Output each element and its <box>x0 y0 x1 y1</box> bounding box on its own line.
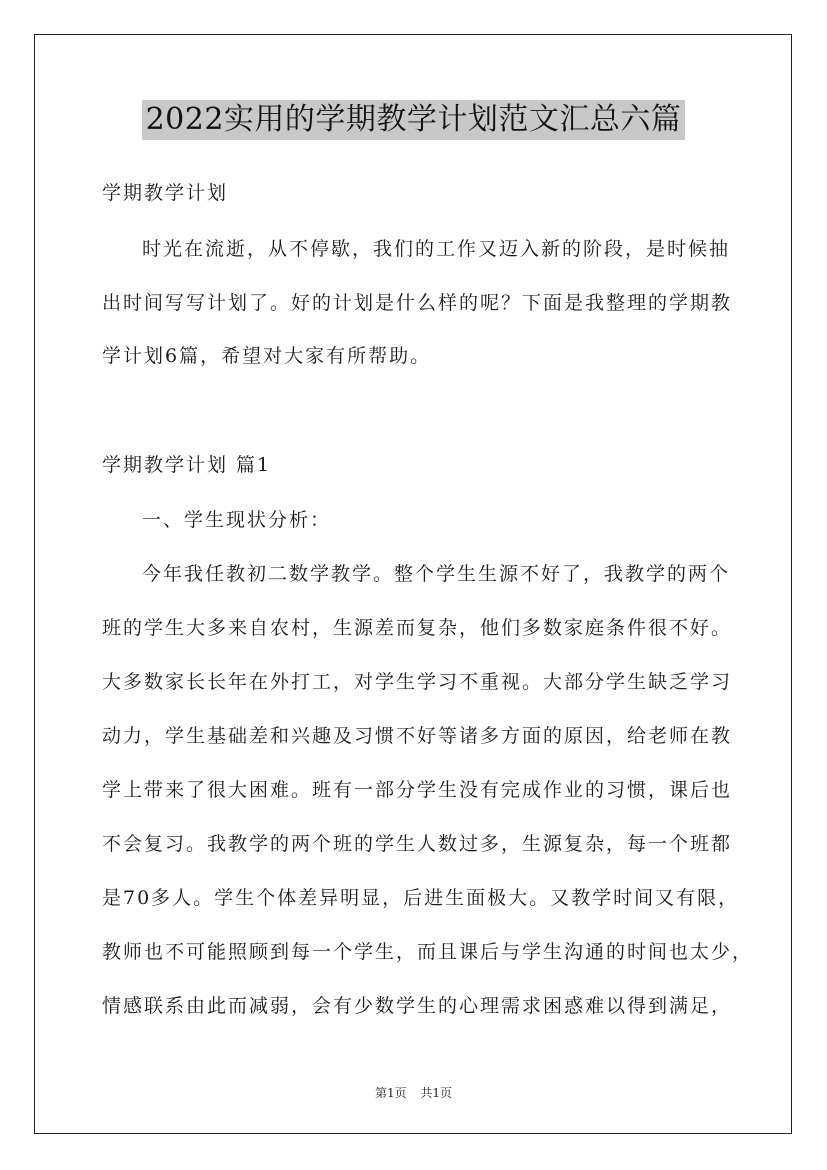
document-title-container <box>0 100 827 140</box>
body-line-3: 大多数家长长年在外打工，对学生学习不重视。大部分学生缺乏学习 <box>102 671 733 693</box>
intro-line-1: 时光在流逝，从不停歇，我们的工作又迈入新的阶段，是时候抽 <box>142 238 731 260</box>
intro-line-3: 学计划6篇，希望对大家有所帮助。 <box>102 345 432 367</box>
body-line-5: 学上带来了很大困难。班有一部分学生没有完成作业的习惯，课后也 <box>102 779 733 801</box>
page-number: 第1页 <box>374 1086 407 1100</box>
page-footer <box>0 1084 827 1101</box>
body-line-9: 情感联系由此而减弱，会有少数学生的心理需求困惑难以得到满足， <box>102 995 733 1017</box>
page-total: 共1页 <box>420 1086 453 1100</box>
body-line-2: 班的学生大多来自农村，生源差而复杂，他们多数家庭条件很不好。 <box>102 617 733 639</box>
body-line-4: 动力，学生基础差和兴趣及习惯不好等诸多方面的原因，给老师在教 <box>102 725 733 747</box>
chapter-heading: 学期教学计划 篇1 <box>102 454 272 476</box>
body-line-7: 是70多人。学生个体差异明显，后进生面极大。又教学时间又有限， <box>102 887 740 909</box>
body-line-8: 教师也不可能照顾到每一个学生，而且课后与学生沟通的时间也太少， <box>102 941 754 963</box>
body-line-1: 今年我任教初二数学教学。整个学生生源不好了，我教学的两个 <box>142 563 731 585</box>
intro-line-2: 出时间写写计划了。好的计划是什么样的呢？下面是我整理的学期教 <box>102 292 733 314</box>
subsection-heading: 一、学生现状分析： <box>142 509 332 531</box>
section-heading: 学期教学计划 <box>102 182 229 204</box>
body-line-6: 不会复习。我教学的两个班的学生人数过多，生源复杂，每一个班都 <box>102 833 733 855</box>
document-title: 2022实用的学期教学计划范文汇总六篇 <box>142 100 686 140</box>
